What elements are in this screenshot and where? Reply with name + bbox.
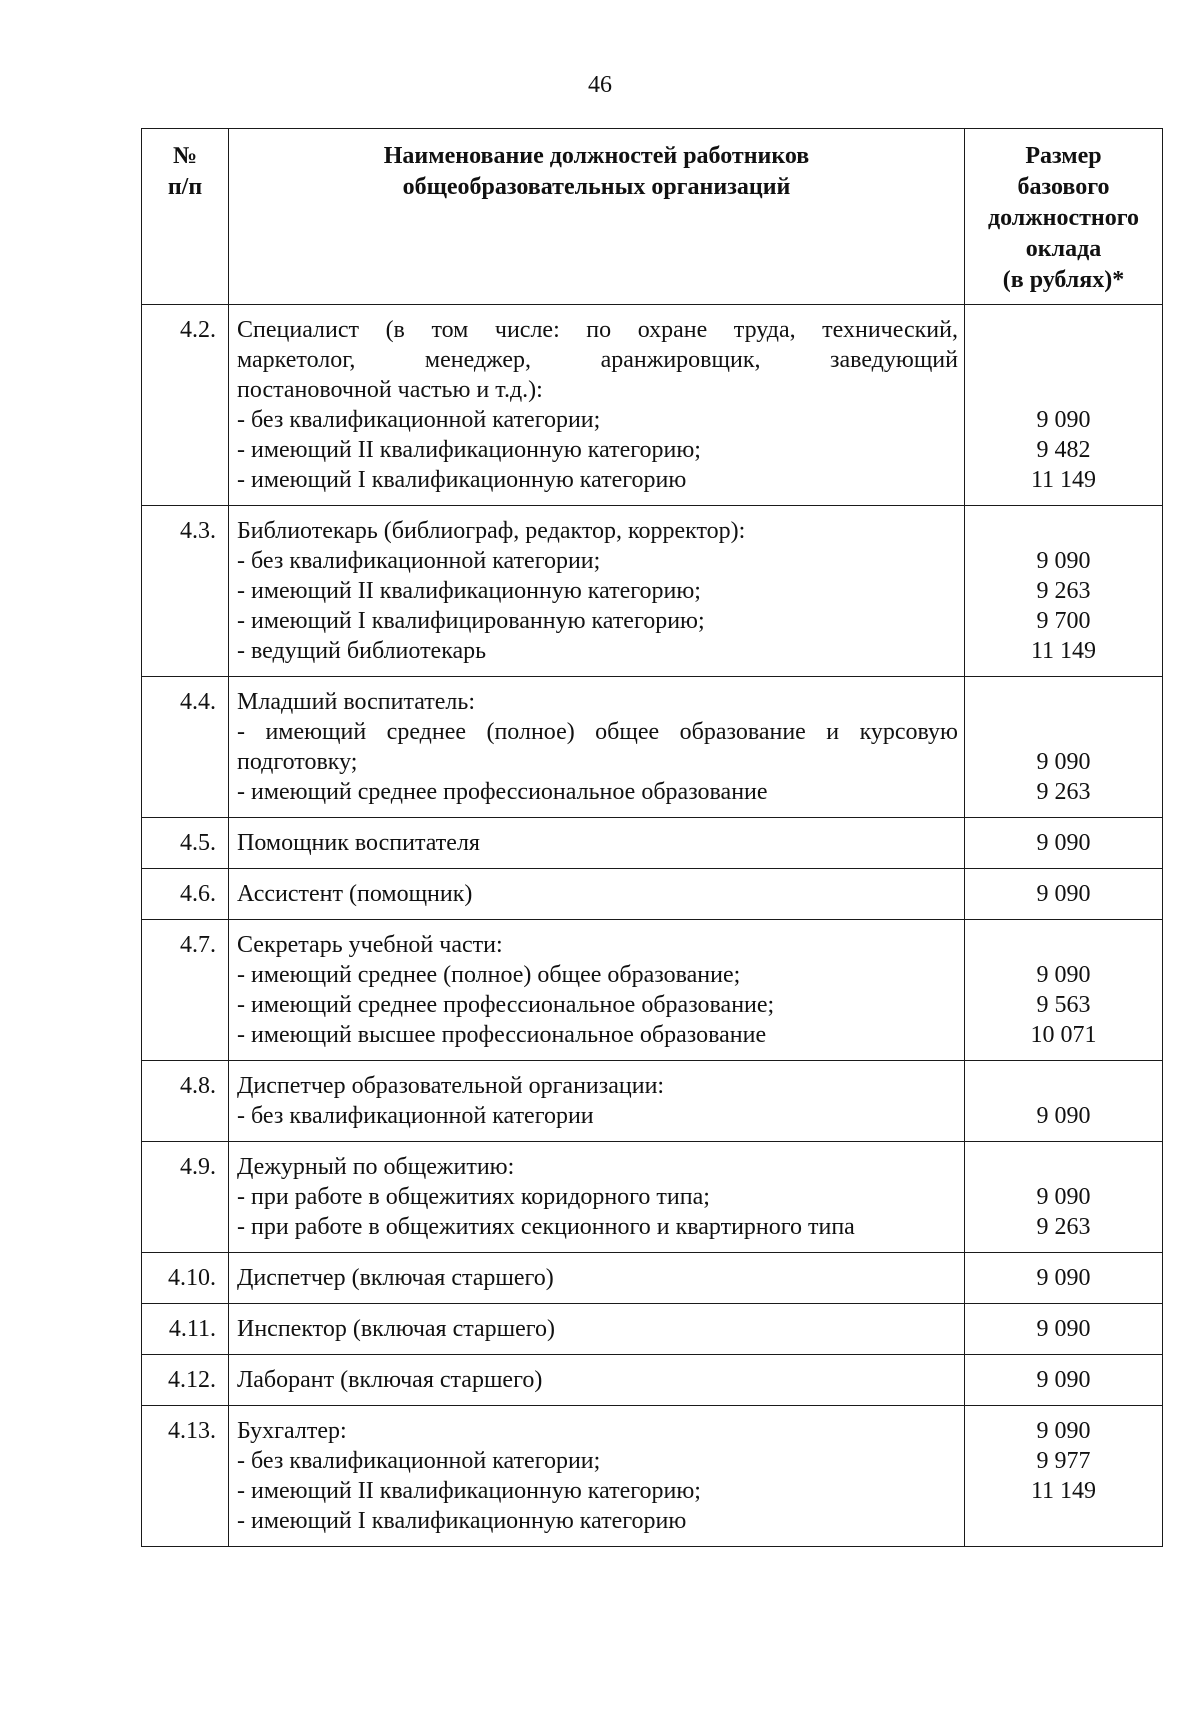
row-number: 4.3. — [142, 506, 229, 677]
salary-cell — [965, 869, 1163, 920]
position-subitem: - имеющий II квалификационную категорию; — [237, 578, 701, 604]
position-subitem: - имеющий среднее профессиональное образование; — [237, 992, 775, 1018]
salary-cell — [965, 1406, 1163, 1547]
salary-value: 11 149 — [1030, 467, 1097, 493]
table-body — [142, 305, 1163, 1547]
row-number: 4.12. — [142, 1355, 229, 1406]
table-row — [142, 869, 1163, 920]
position-subitem: - без квалификационной категории; — [237, 548, 601, 574]
position-cell — [229, 1355, 965, 1406]
position-title: постановочной частью и т.д.): — [237, 377, 543, 403]
header-salary-line: базового — [1017, 174, 1110, 200]
salary-value: 9 090 — [1036, 1103, 1091, 1129]
position-cell — [229, 1406, 965, 1547]
row-number: 4.9. — [142, 1142, 229, 1253]
row-number: 4.5. — [142, 818, 229, 869]
salary-cell — [965, 506, 1163, 677]
value-spacer — [969, 1152, 1158, 1182]
position-cell — [229, 677, 965, 818]
salary-cell — [965, 818, 1163, 869]
header-salary-line: оклада — [1025, 236, 1102, 262]
position-title: Помощник воспитателя — [237, 830, 480, 856]
position-cell — [229, 305, 965, 506]
header-salary-line: Размер — [1025, 143, 1102, 169]
position-subitem: - имеющий I квалифицированную категорию; — [237, 608, 705, 634]
row-number: 4.10. — [142, 1253, 229, 1304]
position-title: Диспетчер образовательной организации: — [237, 1073, 665, 1099]
position-title: Секретарь учебной части: — [237, 932, 503, 958]
position-cell — [229, 506, 965, 677]
position-cell — [229, 1304, 965, 1355]
position-title: маркетолог, менеджер, аранжировщик, заведующий — [237, 347, 958, 373]
row-number: 4.13. — [142, 1406, 229, 1547]
position-subitem: - имеющий I квалификационную категорию — [237, 467, 687, 493]
salary-value: 9 563 — [1036, 992, 1091, 1018]
position-subitem: подготовку; — [237, 749, 358, 775]
position-title: Библиотекарь (библиограф, редактор, корректор): — [237, 518, 746, 544]
value-spacer — [969, 717, 1158, 747]
position-title: Младший воспитатель: — [237, 689, 475, 715]
header-name-line: Наименование должностей работников — [383, 143, 810, 169]
value-spacer — [969, 345, 1158, 375]
salary-value: 9 090 — [1036, 407, 1091, 433]
header-salary-line: (в рублях)* — [1002, 267, 1125, 293]
row-number: 4.8. — [142, 1061, 229, 1142]
salary-cell — [965, 1253, 1163, 1304]
header-num-line: п/п — [167, 174, 203, 200]
salary-value: 9 263 — [1036, 1214, 1091, 1240]
position-title: Специалист (в том числе: по охране труда, технический, — [237, 317, 958, 343]
salary-cell — [965, 1061, 1163, 1142]
position-subitem: - без квалификационной категории; — [237, 407, 601, 433]
position-subitem: - при работе в общежитиях коридорного типа; — [237, 1184, 710, 1210]
position-title: Дежурный по общежитию: — [237, 1154, 515, 1180]
table-header-row — [142, 129, 1163, 305]
salary-value: 9 090 — [1036, 830, 1091, 856]
salary-value: 9 482 — [1036, 437, 1091, 463]
table-row — [142, 1304, 1163, 1355]
salary-cell — [965, 305, 1163, 506]
position-title: Бухгалтер: — [237, 1418, 347, 1444]
salary-value: 9 090 — [1036, 1316, 1091, 1342]
salary-value: 10 071 — [1030, 1022, 1097, 1048]
salary-value: 9 090 — [1036, 1265, 1091, 1291]
position-subitem: - имеющий среднее (полное) общее образование и курсовую — [237, 719, 958, 745]
table-row — [142, 1406, 1163, 1547]
header-salary — [965, 129, 1163, 305]
position-title: Диспетчер (включая старшего) — [237, 1265, 554, 1291]
table-row — [142, 1061, 1163, 1142]
header-salary-line: должностного — [987, 205, 1140, 231]
salary-value: 9 090 — [1036, 1184, 1091, 1210]
row-number: 4.6. — [142, 869, 229, 920]
salary-cell — [965, 677, 1163, 818]
header-num — [142, 129, 229, 305]
table-row — [142, 305, 1163, 506]
position-cell — [229, 869, 965, 920]
position-cell — [229, 920, 965, 1061]
salary-cell — [965, 1142, 1163, 1253]
salary-value: 9 090 — [1036, 1418, 1091, 1444]
value-spacer — [969, 375, 1158, 405]
salary-value: 11 149 — [1030, 638, 1097, 664]
value-spacer — [969, 516, 1158, 546]
salary-value: 9 090 — [1036, 548, 1091, 574]
row-number: 4.2. — [142, 305, 229, 506]
value-spacer — [969, 930, 1158, 960]
table-row — [142, 1253, 1163, 1304]
position-subitem: - имеющий I квалификационную категорию — [237, 1508, 687, 1534]
position-subitem: - ведущий библиотекарь — [237, 638, 487, 664]
table-row — [142, 920, 1163, 1061]
salary-value: 9 263 — [1036, 779, 1091, 805]
value-spacer — [969, 687, 1158, 717]
table-row — [142, 1355, 1163, 1406]
position-cell — [229, 1142, 965, 1253]
salary-value: 9 090 — [1036, 1367, 1091, 1393]
position-title: Инспектор (включая старшего) — [237, 1316, 556, 1342]
position-subitem: - при работе в общежитиях секционного и квартирного типа — [237, 1214, 855, 1240]
salary-value: 9 977 — [1036, 1448, 1091, 1474]
salary-value: 9 263 — [1036, 578, 1091, 604]
header-position-name — [229, 129, 965, 305]
value-spacer — [969, 315, 1158, 345]
value-spacer — [969, 1071, 1158, 1101]
row-number: 4.4. — [142, 677, 229, 818]
position-subitem: - без квалификационной категории — [237, 1103, 594, 1129]
salary-value: 9 700 — [1036, 608, 1091, 634]
position-subitem: - без квалификационной категории; — [237, 1448, 601, 1474]
position-subitem: - имеющий II квалификационную категорию; — [237, 1478, 701, 1504]
position-title: Ассистент (помощник) — [237, 881, 473, 907]
position-subitem: - имеющий высшее профессиональное образование — [237, 1022, 767, 1048]
position-subitem: - имеющий II квалификационную категорию; — [237, 437, 701, 463]
table-row — [142, 506, 1163, 677]
row-number: 4.7. — [142, 920, 229, 1061]
position-cell — [229, 1061, 965, 1142]
position-subitem: - имеющий среднее (полное) общее образование; — [237, 962, 741, 988]
salary-cell — [965, 920, 1163, 1061]
position-cell — [229, 818, 965, 869]
header-name-line: общеобразовательных организаций — [402, 174, 791, 200]
position-title: Лаборант (включая старшего) — [237, 1367, 543, 1393]
position-subitem: - имеющий среднее профессиональное образование — [237, 779, 768, 805]
salary-value: 9 090 — [1036, 881, 1091, 907]
row-number: 4.11. — [142, 1304, 229, 1355]
table-row — [142, 818, 1163, 869]
salary-value: 11 149 — [1030, 1478, 1097, 1504]
page-number: 46 — [588, 72, 612, 98]
salary-value: 9 090 — [1036, 962, 1091, 988]
header-num-line: № — [172, 143, 198, 169]
position-cell — [229, 1253, 965, 1304]
table-row — [142, 1142, 1163, 1253]
salary-cell — [965, 1304, 1163, 1355]
salary-value: 9 090 — [1036, 749, 1091, 775]
salary-cell — [965, 1355, 1163, 1406]
salary-table — [141, 128, 1163, 1547]
table-row — [142, 677, 1163, 818]
